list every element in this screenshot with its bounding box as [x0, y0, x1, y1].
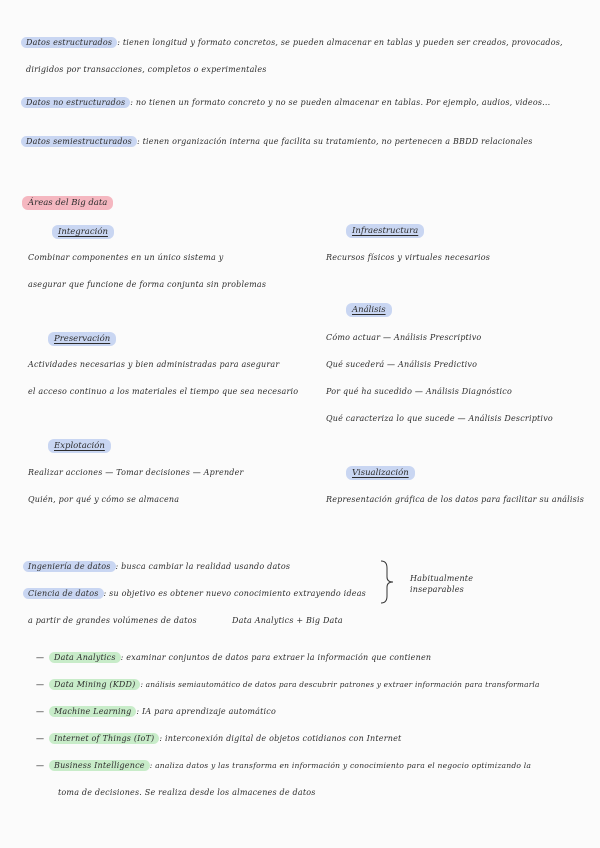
- analisis-item-2: Qué sucederá — Análisis Predictivo: [326, 360, 478, 369]
- curly-brace-icon: [378, 560, 396, 604]
- integracion-line-2: asegurar que funcione de forma conjunta sin problemas: [28, 280, 267, 289]
- bullet: —: [36, 653, 45, 662]
- preservacion-line-1: Actividades necesarias y bien administradas para asegurar: [28, 360, 280, 369]
- explotacion-line-2: Quién, por qué y cómo se almacena: [28, 495, 180, 504]
- ciencia-text-3: Data Analytics + Big Data: [232, 616, 343, 625]
- list-item: [36, 679, 540, 691]
- structured-text: : tienen longitud y formato concretos, se pueden almacenar en tablas y pueden ser creados, provocados,: [117, 38, 563, 47]
- explotacion-line-1: Realizar acciones — Tomar decisiones — Aprender: [28, 468, 244, 477]
- list-item-continuation: toma de decisiones. Se realiza desde los almacenes de datos: [58, 788, 316, 797]
- list-item-text: : analiza datos y las transforma en información y conocimiento para el negocio optimizando la: [149, 761, 532, 770]
- analisis-item-1: Cómo actuar — Análisis Prescriptivo: [326, 333, 482, 342]
- visualizacion-title: Visualización: [346, 466, 415, 480]
- ciencia-line: [28, 588, 366, 600]
- list-item-text: : interconexión digital de objetos cotidianos con Internet: [159, 734, 402, 743]
- integracion-line-1: Combinar componentes en un único sistema y: [28, 253, 224, 262]
- structured-term: Datos estructurados: [21, 37, 117, 48]
- ingenieria-term: Ingeniería de datos: [23, 561, 116, 572]
- infraestructura-title: Infraestructura: [346, 224, 424, 238]
- visualizacion-line-1: Representación gráfica de los datos para facilitar su análisis: [326, 495, 585, 504]
- areas-title: Áreas del Big data: [22, 196, 113, 210]
- list-item: [36, 733, 401, 745]
- list-item: [36, 652, 431, 664]
- list-item-term: Internet of Things (IoT): [49, 733, 159, 744]
- list-item-text: : análisis semiautomático de datos para descubrir patrones y extraer información para transformarla: [140, 680, 540, 689]
- brace-note-1: Habitualmente: [410, 574, 474, 583]
- ciencia-term: Ciencia de datos: [23, 588, 104, 599]
- bullet: —: [36, 680, 45, 689]
- unstructured-text: : no tienen un formato concreto y no se pueden almacenar en tablas. Por ejemplo, audios, videos...: [130, 98, 551, 107]
- list-item: [36, 760, 531, 772]
- brace-note-2: inseparables: [410, 585, 464, 594]
- ciencia-text-2: a partir de grandes volúmenes de datos: [28, 616, 197, 625]
- integracion-title: Integración: [52, 225, 114, 239]
- unstructured-term: Datos no estructurados: [21, 97, 130, 108]
- unstructured-line: [26, 97, 550, 109]
- structured-text-2: dirigidos por transacciones, completos o experimentales: [26, 65, 267, 74]
- ciencia-text: : su objetivo es obtener nuevo conocimiento extrayendo ideas: [103, 589, 366, 598]
- preservacion-title: Preservación: [48, 332, 116, 346]
- ingenieria-text: : busca cambiar la realidad usando datos: [115, 562, 291, 571]
- list-item-term: Data Analytics: [49, 652, 121, 663]
- structured-line: [26, 37, 563, 49]
- semi-text: : tienen organización interna que facilita su tratamiento, no pertenecen a BBDD relacionales: [136, 137, 533, 146]
- list-item-text: : examinar conjuntos de datos para extraer la información que contienen: [120, 653, 432, 662]
- list-item-term: Business Intelligence: [49, 760, 150, 771]
- list-item-term: Machine Learning: [49, 706, 136, 717]
- ingenieria-line: [28, 561, 290, 573]
- bullet: —: [36, 707, 45, 716]
- list-item-term: Data Mining (KDD): [49, 679, 140, 690]
- analisis-title: Análisis: [346, 303, 392, 317]
- bullet: —: [36, 734, 45, 743]
- explotacion-title: Explotación: [48, 439, 111, 453]
- analisis-item-3: Por qué ha sucedido — Análisis Diagnóstico: [326, 387, 512, 396]
- list-item: [36, 706, 276, 718]
- semi-term: Datos semiestructurados: [21, 136, 137, 147]
- list-item-text: : IA para aprendizaje automático: [136, 707, 276, 716]
- infraestructura-line-1: Recursos físicos y virtuales necesarios: [326, 253, 491, 262]
- analisis-item-4: Qué caracteriza lo que sucede — Análisis Descriptivo: [326, 414, 553, 423]
- bullet: —: [36, 761, 45, 770]
- preservacion-line-2: el acceso continuo a los materiales el tiempo que sea necesario: [28, 387, 299, 396]
- semi-line: [26, 136, 533, 148]
